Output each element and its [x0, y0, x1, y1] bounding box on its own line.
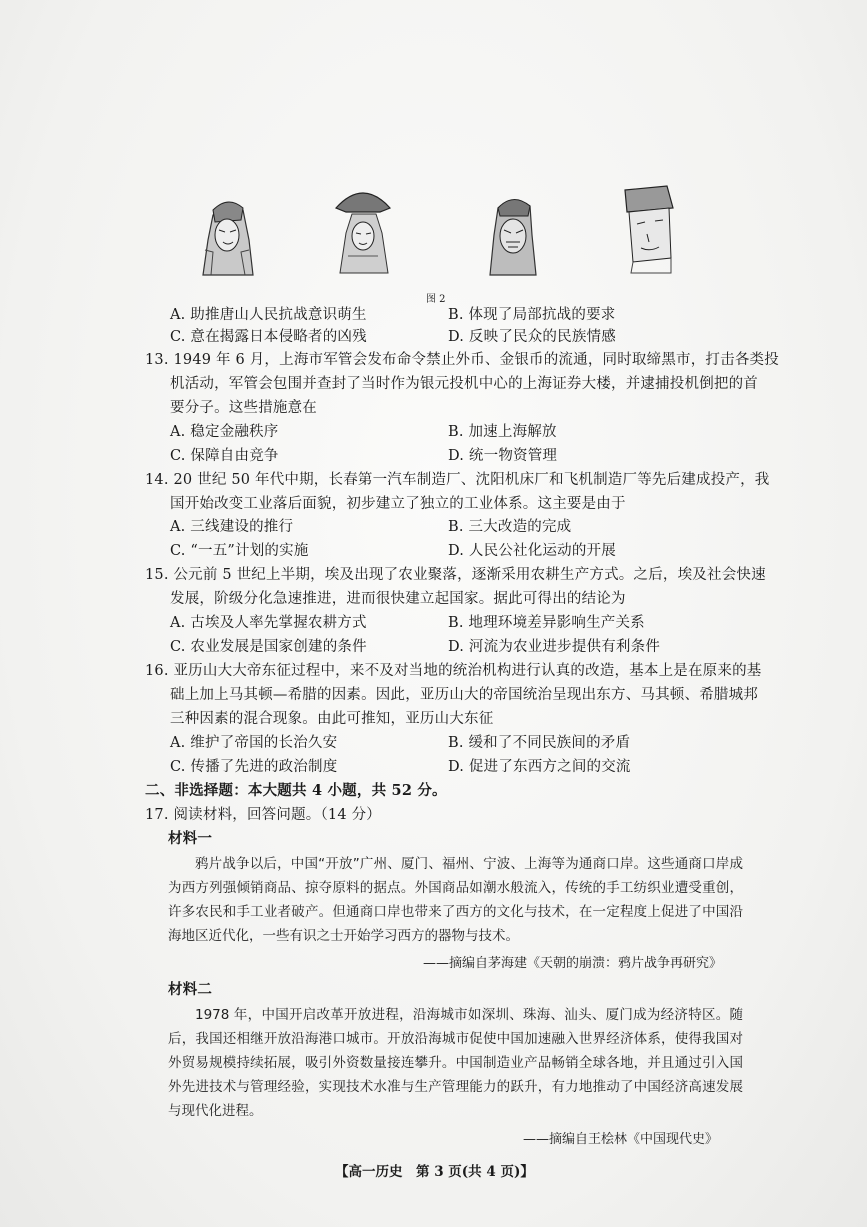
- q16-option-a: A. 维护了帝国的长治久安: [170, 735, 338, 751]
- q16-option-b: B. 缓和了不同民族间的矛盾: [448, 735, 631, 751]
- figure-eighth-route-soldier-male: [183, 180, 273, 280]
- q14-option-a: A. 三线建设的推行: [170, 519, 294, 535]
- q17-stem: 17. 阅读材料，回答问题。（14 分）: [145, 807, 381, 823]
- q16-stem-line-3: 三种因素的混合现象。由此可推知，亚历山大东征: [170, 711, 494, 727]
- material-2-title: 材料二: [168, 981, 213, 998]
- q12-option-c: C. 意在揭露日本侵略者的凶残: [170, 329, 367, 345]
- q14-stem-line-2: 国开始改变工业落后面貌，初步建立了独立的工业体系。这主要是由于: [170, 496, 626, 512]
- q13-option-a: A. 稳定金融秩序: [170, 424, 279, 440]
- q16-stem-line-2: 础上加上马其顿—希腊的因素。因此，亚历山大的帝国统治呈现出东方、马其顿、希腊城邦: [170, 687, 758, 703]
- material-1-title: 材料一: [168, 830, 213, 847]
- figure-japanese-soldier-chou: [603, 178, 693, 278]
- material-1-passage: [168, 852, 743, 948]
- q12-option-a: A. 助推唐山人民抗战意识萌生: [170, 307, 367, 323]
- q13-option-c: C. 保障自由竞争: [170, 448, 279, 464]
- q16-stem-line-1: 16. 亚历山大大帝东征过程中，来不及对当地的统治机构进行认真的改造，基本上是在原来的基: [145, 663, 762, 679]
- material-2-passage: [168, 1003, 743, 1123]
- q16-option-c: C. 传播了先进的政治制度: [170, 759, 338, 775]
- q13-stem-line-3: 要分子。这些措施意在: [170, 400, 317, 416]
- q15-option-c: C. 农业发展是国家创建的条件: [170, 639, 367, 655]
- figure-label: 图 2: [426, 294, 446, 305]
- q15-stem-line-1: 15. 公元前 5 世纪上半期，埃及出现了农业聚落，逐渐采用农耕生产方式。之后，埃及社会快速: [145, 567, 766, 583]
- q15-option-b: B. 地理环境差异影响生产关系: [448, 615, 645, 631]
- q16-option-d: D. 促进了东西方之间的交流: [448, 759, 631, 775]
- q13-option-d: D. 统一物资管理: [448, 448, 558, 464]
- q14-option-c: C. “一五”计划的实施: [170, 543, 309, 559]
- q15-option-d: D. 河流为农业进步提供有利条件: [448, 639, 661, 655]
- figure-eighth-route-soldier-jing: [468, 180, 558, 280]
- material-1-source: ——摘编自茅海建《天朝的崩溃：鸦片战争再研究》: [423, 956, 723, 971]
- page-footer: 【高一历史 第 3 页(共 4 页)】: [335, 1164, 534, 1180]
- q14-option-d: D. 人民公社化运动的开展: [448, 543, 616, 559]
- q13-stem-line-1: 13. 1949 年 6 月，上海市军管会发布命令禁止外币、金银币的流通，同时取缔黑市，打击各类投: [145, 352, 779, 368]
- figure-eighth-route-soldier-female: [318, 178, 408, 278]
- material-2-source: ——摘编自王桧林《中国现代史》: [523, 1132, 719, 1147]
- q12-option-d: D. 反映了民众的民族情感: [448, 329, 616, 345]
- q12-option-b: B. 体现了局部抗战的要求: [448, 307, 616, 323]
- section-2-heading: 二、非选择题：本大题共 4 小题，共 52 分。: [145, 782, 447, 799]
- q14-option-b: B. 三大改造的完成: [448, 519, 572, 535]
- q13-stem-line-2: 机活动，军管会包围并查封了当时作为银元投机中心的上海证券大楼，并逮捕投机倒把的首: [170, 376, 758, 392]
- material-2-text: 1978 年，中国开启改革开放进程，沿海城市如深圳、珠海、汕头、厦门成为经济特区。随后，我国还相继开放沿海港口城市。开放沿海城市促使中国加速融入世界经济体系，使得我国对外贸易规模持续拓展，吸引外资数量接连攀升。中国制造业产品畅销全球各地，并且通过引入国外先进技术与管理经验，实现技术水准与生产管理能力的跃升，有力地推动了中国经济高速发展与现代化进程。: [168, 1007, 743, 1119]
- q15-option-a: A. 古埃及人率先掌握农耕方式: [170, 615, 367, 631]
- q15-stem-line-2: 发展，阶级分化急速推进，进而很快建立起国家。据此可得出的结论为: [170, 591, 626, 607]
- material-1-text: 鸦片战争以后，中国“开放”广州、厦门、福州、宁波、上海等为通商口岸。这些通商口岸成为西方列强倾销商品、掠夺原料的据点。外国商品如潮水般流入，传统的手工纺织业遭受重创，许多农民和手工业者破产。但通商口岸也带来了西方的文化与技术，在一定程度上促进了中国沿海地区近代化，一些有识之士开始学习西方的器物与技术。: [168, 856, 743, 944]
- q13-option-b: B. 加速上海解放: [448, 424, 557, 440]
- q14-stem-line-1: 14. 20 世纪 50 年代中期，长春第一汽车制造厂、沈阳机床厂和飞机制造厂等先后建成投产，我: [145, 472, 770, 488]
